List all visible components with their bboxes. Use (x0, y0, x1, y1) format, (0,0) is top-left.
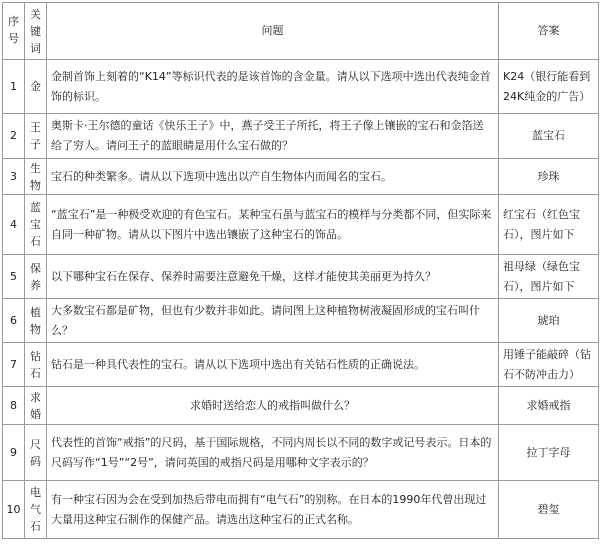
row-number: 5 (3, 255, 25, 299)
header-question: 问题 (47, 3, 499, 60)
row-question: 钻石是一种具代表性的宝石。请从以下选项中选出有关钻石性质的正确说法。 (47, 343, 499, 387)
table-row (3, 343, 599, 387)
row-keyword: 保养 (25, 255, 47, 299)
row-keyword: 钻石 (25, 343, 47, 387)
row-question: 以下哪种宝石在保存、保养时需要注意避免干燥，这样才能使其美丽更为持久？ (47, 255, 499, 299)
row-number: 9 (3, 425, 25, 481)
row-answer: 拉丁字母 (499, 425, 599, 481)
row-question: 宝石的种类繁多。请从以下选项中选出以产自生物体内而闻名的宝石。 (47, 159, 499, 195)
table-row (3, 159, 599, 195)
row-question: 代表性的首饰“戒指”的尺码，基于国际规格，不同内周长以不同的数字或记号表示。日本的尺码写作“1号”“2号”，请问英国的戒指尺码是用哪种文字表示的？ (47, 425, 499, 481)
table-row (3, 114, 599, 159)
row-answer: 求婚戒指 (499, 387, 599, 425)
row-number: 4 (3, 195, 25, 255)
row-number: 6 (3, 299, 25, 343)
row-question: 奥斯卡·王尔德的童话《快乐王子》中，燕子受王子所托，将王子像上镶嵌的宝石和金箔送给了穷人。请问王子的蓝眼睛是用什么宝石做的？ (47, 114, 499, 159)
row-keyword: 求婚 (25, 387, 47, 425)
row-answer: 碧玺 (499, 481, 599, 539)
row-number: 2 (3, 114, 25, 159)
row-question: 大多数宝石都是矿物，但也有少数并非如此。请问图上这种植物树液凝固形成的宝石叫什么？ (47, 299, 499, 343)
row-question: 金制首饰上刻着的“K14”等标识代表的是该首饰的含金量。请从以下选项中选出代表纯金首饰的标识。 (47, 60, 499, 114)
row-number: 7 (3, 343, 25, 387)
table-row (3, 481, 599, 539)
row-number: 1 (3, 60, 25, 114)
table-row (3, 425, 599, 481)
row-question: 有一种宝石因为会在受到加热后带电而拥有“电气石”的别称。在日本的1990年代曾出现过大量用这种宝石制作的保健产品。请选出这种宝石的正式名称。 (47, 481, 499, 539)
row-answer: 珍珠 (499, 159, 599, 195)
row-keyword: 尺码 (25, 425, 47, 481)
row-keyword: 蓝宝石 (25, 195, 47, 255)
header-row (3, 3, 599, 60)
table-row (3, 255, 599, 299)
table-row (3, 299, 599, 343)
row-answer: 红宝石（红色宝石），图片如下 (499, 195, 599, 255)
row-number: 3 (3, 159, 25, 195)
row-answer: 用锤子能敲碎（钻石不防冲击力） (499, 343, 599, 387)
table-row (3, 195, 599, 255)
row-answer: 蓝宝石 (499, 114, 599, 159)
row-keyword: 电气石 (25, 481, 47, 539)
row-answer: 祖母绿（绿色宝石），图片如下 (499, 255, 599, 299)
row-answer: K24（银行能看到24K纯金的广告） (499, 60, 599, 114)
row-question: “蓝宝石”是一种极受欢迎的有色宝石。某种宝石虽与蓝宝石的模样与分类都不同，但实际来自同一种矿物。请从以下图片中选出镶嵌了这种宝石的饰品。 (47, 195, 499, 255)
header-keyword: 关键词 (25, 3, 47, 60)
table-row (3, 387, 599, 425)
table-row (3, 60, 599, 114)
row-number: 10 (3, 481, 25, 539)
row-answer: 琥珀 (499, 299, 599, 343)
row-keyword: 植物 (25, 299, 47, 343)
row-keyword: 生物 (25, 159, 47, 195)
header-answer: 答案 (499, 3, 599, 60)
row-number: 8 (3, 387, 25, 425)
header-no: 序号 (3, 3, 25, 60)
row-question: 求婚时送给恋人的戒指叫做什么？ (47, 387, 499, 425)
row-keyword: 王子 (25, 114, 47, 159)
row-keyword: 金 (25, 60, 47, 114)
qa-table (2, 2, 599, 539)
